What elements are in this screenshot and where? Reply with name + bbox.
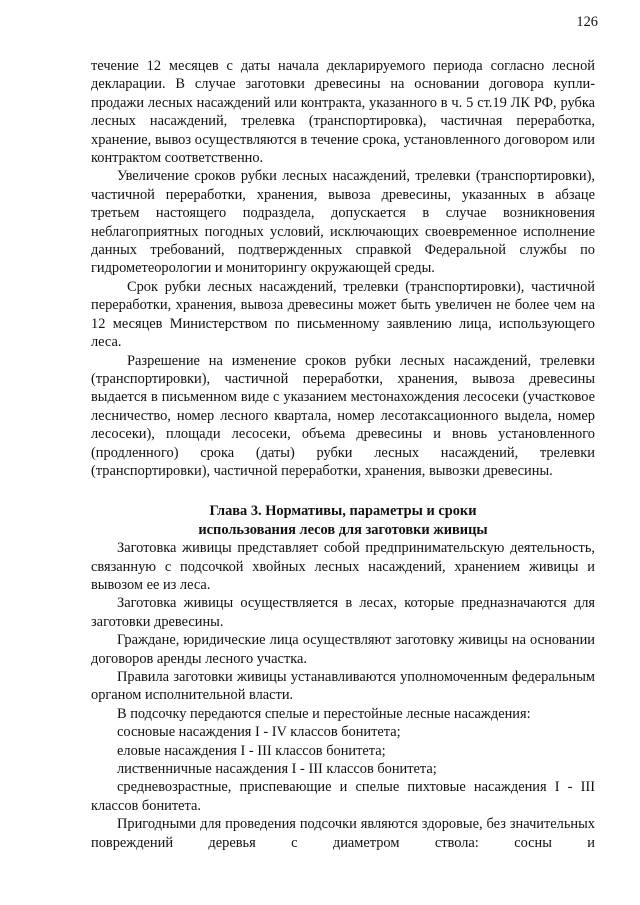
paragraph-resin-definition: Заготовка живицы представляет собой предпринимательскую деятельность, связанную с подсочкой хвойных лесных насаждений, хранением живицы и вывозом ее из леса. bbox=[91, 540, 595, 593]
page-number: 126 bbox=[576, 14, 598, 30]
paragraph-permission: Разрешение на изменение сроков рубки лесных насаждений, трелевки (транспортировки), частичной переработки, хранения, вывоза древесины выдается в письменном виде с указанием местонахождения лесосеки (участковое лесничество, номер лесного квартала, номер лесотаксационного выдела, номер лесосеки), площади лесосеки, объема древесины и вновь установленного (продленного) срока (даты) рубки лесных насаждений, трелевки (транспортировки), частичной переработки, хранения, вывозки древесины. bbox=[91, 352, 595, 479]
list-item-fir: средневозрастные, приспевающие и спелые пихтовые насаждения I - III классов бонитета. bbox=[91, 779, 595, 814]
paragraph-extension-conditions: Увеличение сроков рубки лесных насаждений, трелевки (транспортировки), частичной переработки, хранения, вывоза древесины, указанных в абзаце третьем настоящего подраздела, допускается в случае возникновения неблагоприятных погодных условий, исключающих своевременное исполнение данных требований, подтвержденных справкой Федеральной службы по гидрометеорологии и мониторингу окружающей среды. bbox=[91, 168, 595, 277]
section-spacer bbox=[91, 480, 595, 502]
paragraph-continuation: течение 12 месяцев с даты начала декларируемого периода согласно лесной декларации. В случае заготовки древесины на основании договора купли-продажи лесных насаждений или контракта, указанного в ч. 5 ст.19 ЛК РФ, рубка лесных насаждений, трелевка (транспортировка), частичная переработка, хранение, вывоз осуществляются в течение срока, установленного договором или контрактом соответственно. bbox=[91, 58, 595, 167]
paragraph-suitable-trees: Пригодными для проведения подсочки являются здоровые, без значительных повреждений деревья с диаметром ствола: сосны и bbox=[91, 816, 595, 851]
chapter-title-line-2: использования лесов для заготовки живицы bbox=[198, 521, 488, 538]
paragraph-tapping-stands: В подсочку передаются спелые и перестойные лесные насаждения: bbox=[117, 705, 531, 722]
chapter-title-line-1: Глава 3. Нормативы, параметры и сроки bbox=[209, 503, 477, 520]
paragraph-resin-lease: Граждане, юридические лица осуществляют заготовку живицы на основании договоров аренды лесного участка. bbox=[91, 632, 595, 667]
list-item-larch: лиственничные насаждения I - III классов бонитета; bbox=[117, 761, 437, 778]
list-item-spruce: еловые насаждения I - III классов бонитета; bbox=[117, 742, 386, 759]
paragraph-extension-term: Срок рубки лесных насаждений, трелевки (транспортировки), частичной переработки, хранения, вывоза древесины может быть увеличен не более чем на 12 месяцев Министерством по письменному заявлению лица, использующего леса. bbox=[91, 278, 595, 351]
page-content bbox=[91, 57, 595, 852]
list-item-pine: сосновые насаждения I - IV классов бонитета; bbox=[117, 724, 401, 741]
paragraph-resin-rules: Правила заготовки живицы устанавливаются уполномоченным федеральным органом исполнительной власти. bbox=[91, 669, 595, 704]
paragraph-resin-forests: Заготовка живицы осуществляется в лесах, которые предназначаются для заготовки древесины. bbox=[91, 595, 595, 630]
